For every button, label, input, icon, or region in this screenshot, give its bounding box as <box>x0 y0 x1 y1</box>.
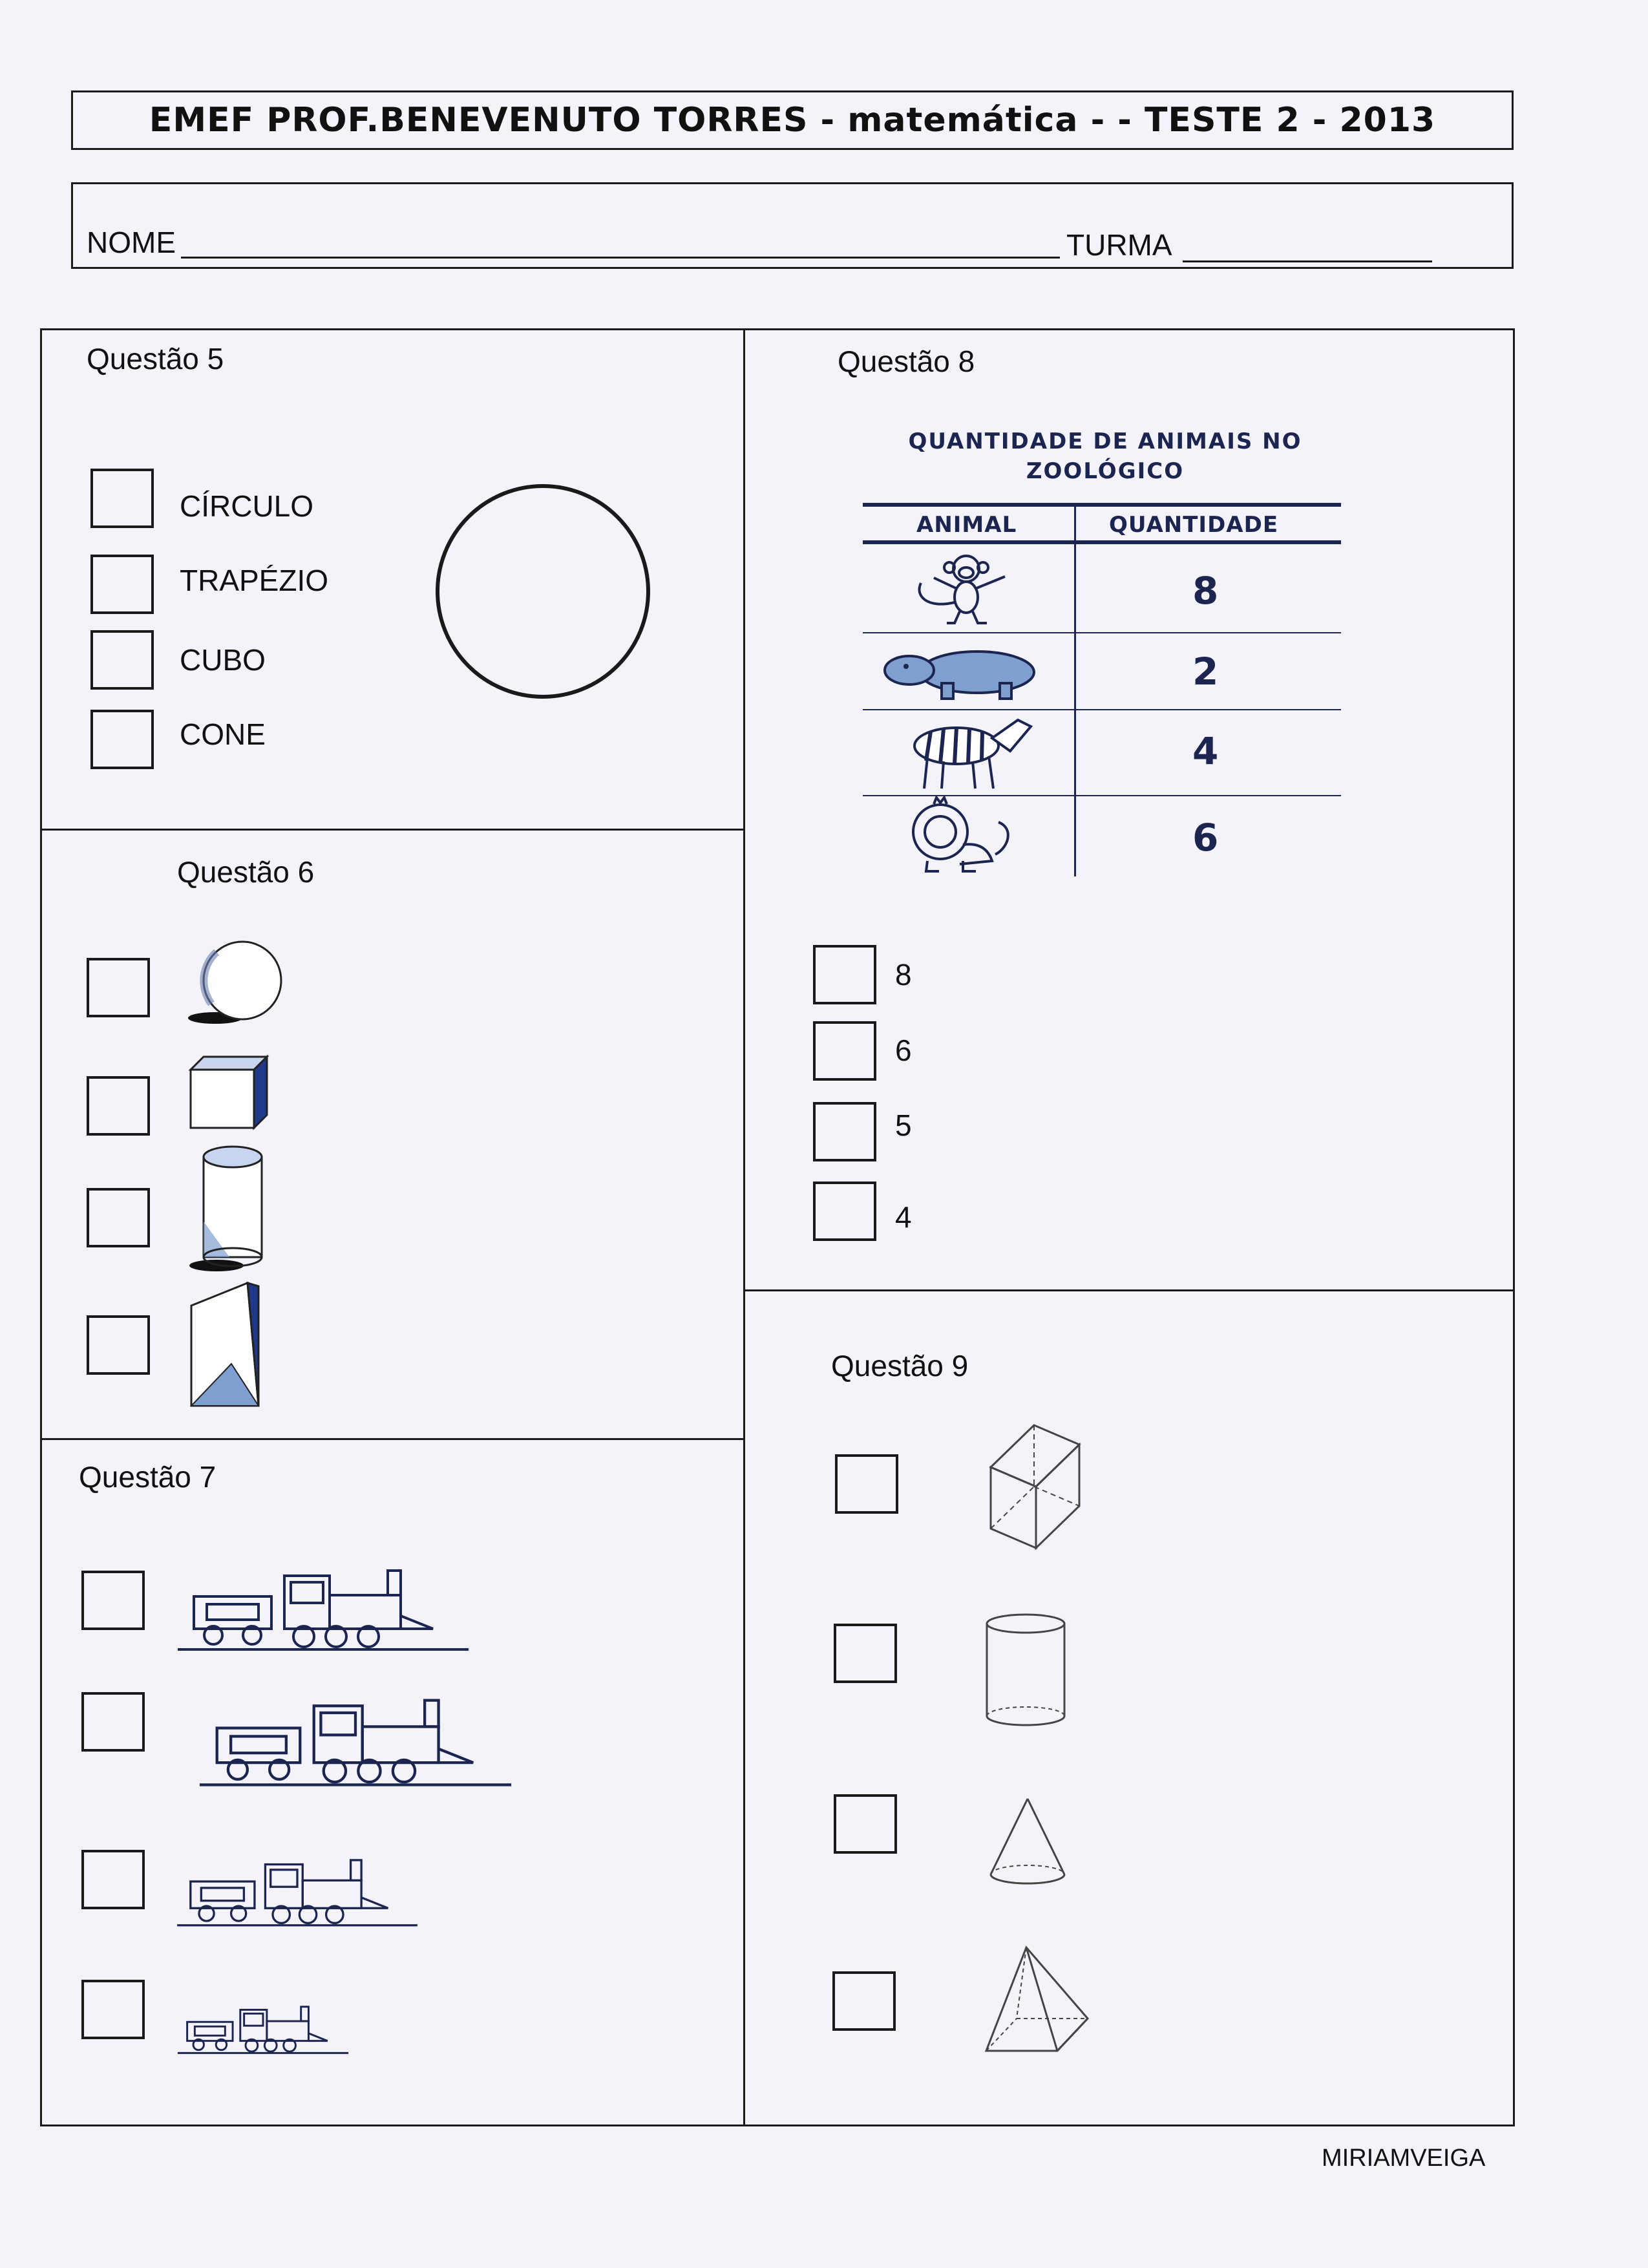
q6-title: Questão 6 <box>177 855 315 889</box>
q7-option-4-checkbox[interactable] <box>81 1980 145 2039</box>
page-title: EMEF PROF.BENEVENUTO TORRES - matemática - - TESTE 2 - 2013 <box>149 101 1436 140</box>
q5-option-4-checkbox[interactable] <box>90 710 154 769</box>
q5-option-4-label: CONE <box>180 717 266 751</box>
q7-option-2-checkbox[interactable] <box>81 1692 145 1752</box>
train-icon <box>176 1987 350 2072</box>
sphere-icon <box>178 934 288 1031</box>
q8-option-2-checkbox[interactable] <box>813 1021 876 1081</box>
grid-vertical-divider <box>743 328 745 2126</box>
table-title-line-2: ZOOLÓGICO <box>1026 458 1185 484</box>
q6-option-1-checkbox[interactable] <box>87 958 150 1017</box>
lion-icon <box>902 796 1021 874</box>
q7-option-3-checkbox[interactable] <box>81 1850 145 1909</box>
train-icon <box>174 1693 536 1790</box>
q8-option-1-label: 8 <box>895 958 912 991</box>
zebra-icon <box>895 712 1037 793</box>
name-field[interactable] <box>181 257 1060 259</box>
q5-option-1-checkbox[interactable] <box>90 469 154 528</box>
q5-option-3-checkbox[interactable] <box>90 630 154 690</box>
quantity-cell: 2 <box>1192 650 1219 694</box>
quantity-cell: 8 <box>1192 569 1219 613</box>
cylinder-icon <box>181 1144 278 1273</box>
q9-option-1-checkbox[interactable] <box>835 1454 898 1514</box>
q8-option-3-label: 5 <box>895 1108 912 1142</box>
table-header-quantity: QUANTIDADE <box>1109 512 1279 538</box>
table-title-line-1: QUANTIDADE DE ANIMAIS NO <box>908 429 1302 454</box>
quantity-cell: 4 <box>1192 729 1219 773</box>
q9-option-2-checkbox[interactable] <box>834 1624 897 1683</box>
q5-option-2-label: TRAPÉZIO <box>180 564 329 597</box>
q8-option-2-label: 6 <box>895 1033 912 1067</box>
train-icon <box>174 1564 472 1655</box>
q9-option-3-checkbox[interactable] <box>834 1794 897 1854</box>
table-title <box>847 427 1364 486</box>
prism-icon <box>186 1280 270 1409</box>
q8-option-3-checkbox[interactable] <box>813 1102 876 1161</box>
q5-option-2-checkbox[interactable] <box>90 555 154 614</box>
q6-option-3-checkbox[interactable] <box>87 1188 150 1247</box>
q8-option-4-checkbox[interactable] <box>813 1182 876 1241</box>
pyramid-icon <box>981 1942 1094 2062</box>
quantity-cell: 6 <box>1192 816 1219 860</box>
q9-option-4-checkbox[interactable] <box>832 1971 896 2031</box>
turma-field[interactable] <box>1183 260 1432 262</box>
table-header-animal: ANIMAL <box>916 512 1017 538</box>
name-box <box>71 182 1514 269</box>
hippo-icon <box>880 643 1042 705</box>
q5-option-1-label: CÍRCULO <box>180 489 314 523</box>
q8-option-4-label: 4 <box>895 1200 912 1234</box>
name-label: NOME <box>87 226 176 259</box>
turma-label: TURMA <box>1066 228 1172 262</box>
q8-option-1-checkbox[interactable] <box>813 945 876 1004</box>
footer-author: MIRIAMVEIGA <box>1322 2145 1486 2172</box>
table-column-divider <box>1074 507 1076 876</box>
q7-option-1-checkbox[interactable] <box>81 1571 145 1630</box>
cylinder-outline-icon <box>982 1609 1070 1732</box>
train-icon <box>174 1849 420 1936</box>
q7-title: Questão 7 <box>79 1460 217 1494</box>
circle-figure <box>433 482 653 701</box>
cone-icon <box>986 1794 1070 1891</box>
q5-option-3-label: CUBO <box>180 643 266 677</box>
q9-title: Questão 9 <box>831 1349 969 1383</box>
table-row-rule <box>863 632 1341 633</box>
q8-title: Questão 8 <box>838 344 975 378</box>
grid-divider-right-1 <box>743 1289 1515 1291</box>
table-top-rule <box>863 503 1341 507</box>
monkey-icon <box>902 551 1024 627</box>
cube-icon <box>184 1050 275 1134</box>
grid-divider-left-2 <box>40 1438 745 1440</box>
box-prism-icon <box>986 1422 1083 1551</box>
q6-option-4-checkbox[interactable] <box>87 1315 150 1375</box>
table-row-rule <box>863 709 1341 710</box>
grid-divider-left-1 <box>40 829 745 831</box>
q6-option-2-checkbox[interactable] <box>87 1076 150 1136</box>
q5-title: Questão 5 <box>87 342 224 376</box>
table-header-rule <box>863 540 1341 544</box>
